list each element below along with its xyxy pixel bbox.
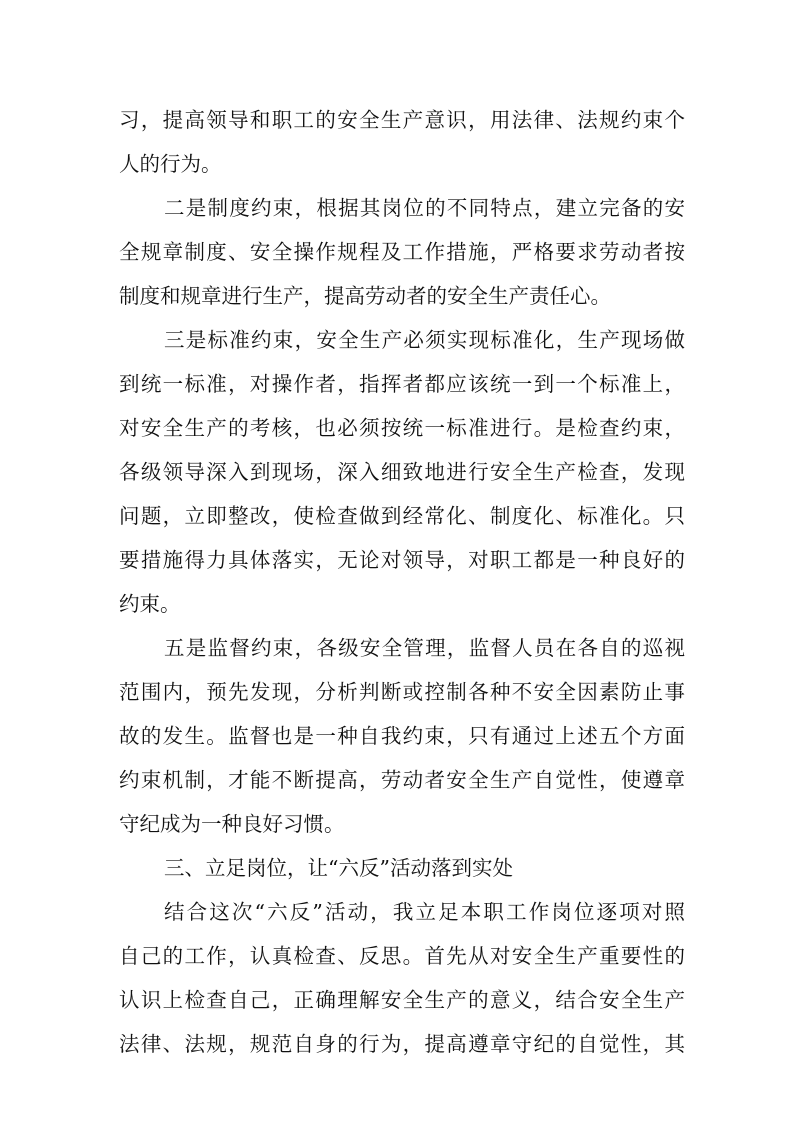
- paragraph: [119, 318, 685, 626]
- text-line: 到统一标准，对操作者，指挥者都应该统一到一个标准上，: [119, 372, 685, 396]
- paragraph: [119, 890, 685, 1066]
- text-line: 法律、法规，规范自身的行为，提高遵章守纪的自觉性，其: [119, 1032, 685, 1056]
- text-line: 二是制度约束，根据其岗位的不同特点，建立完备的安: [164, 196, 685, 220]
- text-line: 约束。: [119, 592, 181, 616]
- section-heading: [119, 846, 685, 890]
- text-line: 认识上检查自己，正确理解安全生产的意义，结合安全生产: [119, 988, 685, 1012]
- text-line: 人的行为。: [119, 152, 222, 176]
- text-line: 全规章制度、安全操作规程及工作措施，严格要求劳动者按: [119, 240, 685, 264]
- text-line: 三是标准约束，安全生产必须实现标准化，生产现场做: [164, 328, 685, 352]
- text-line: 结合这次“六反”活动，我立足本职工作岗位逐项对照: [164, 900, 685, 924]
- section-heading-text: 三、立足岗位，让“六反”活动落到实处: [164, 856, 513, 880]
- text-line: 五是监督约束，各级安全管理，监督人员在各自的巡视: [164, 636, 685, 660]
- text-line: 习，提高领导和职工的安全生产意识，用法律、法规约束个: [119, 108, 685, 132]
- text-line: 要措施得力具体落实，无论对领导，对职工都是一种良好的: [119, 548, 685, 572]
- text-line: 约束机制，才能不断提高，劳动者安全生产自觉性，使遵章: [119, 768, 685, 792]
- paragraph: [119, 626, 685, 846]
- text-line: 守纪成为一种良好习惯。: [119, 812, 345, 836]
- text-line: 各级领导深入到现场，深入细致地进行安全生产检查，发现: [119, 460, 685, 484]
- text-line: 制度和规章进行生产，提高劳动者的安全生产责任心。: [119, 284, 611, 308]
- document-body: [119, 98, 685, 1066]
- text-line: 自己的工作，认真检查、反思。首先从对安全生产重要性的: [119, 944, 685, 968]
- text-line: 对安全生产的考核，也必须按统一标准进行。是检查约束，: [119, 416, 685, 440]
- paragraph: [119, 98, 685, 186]
- text-line: 故的发生。监督也是一种自我约束，只有通过上述五个方面: [119, 724, 685, 748]
- text-line: 范围内，预先发现，分析判断或控制各种不安全因素防止事: [119, 680, 685, 704]
- paragraph: [119, 186, 685, 318]
- text-line: 问题，立即整改，使检查做到经常化、制度化、标准化。只: [119, 504, 685, 528]
